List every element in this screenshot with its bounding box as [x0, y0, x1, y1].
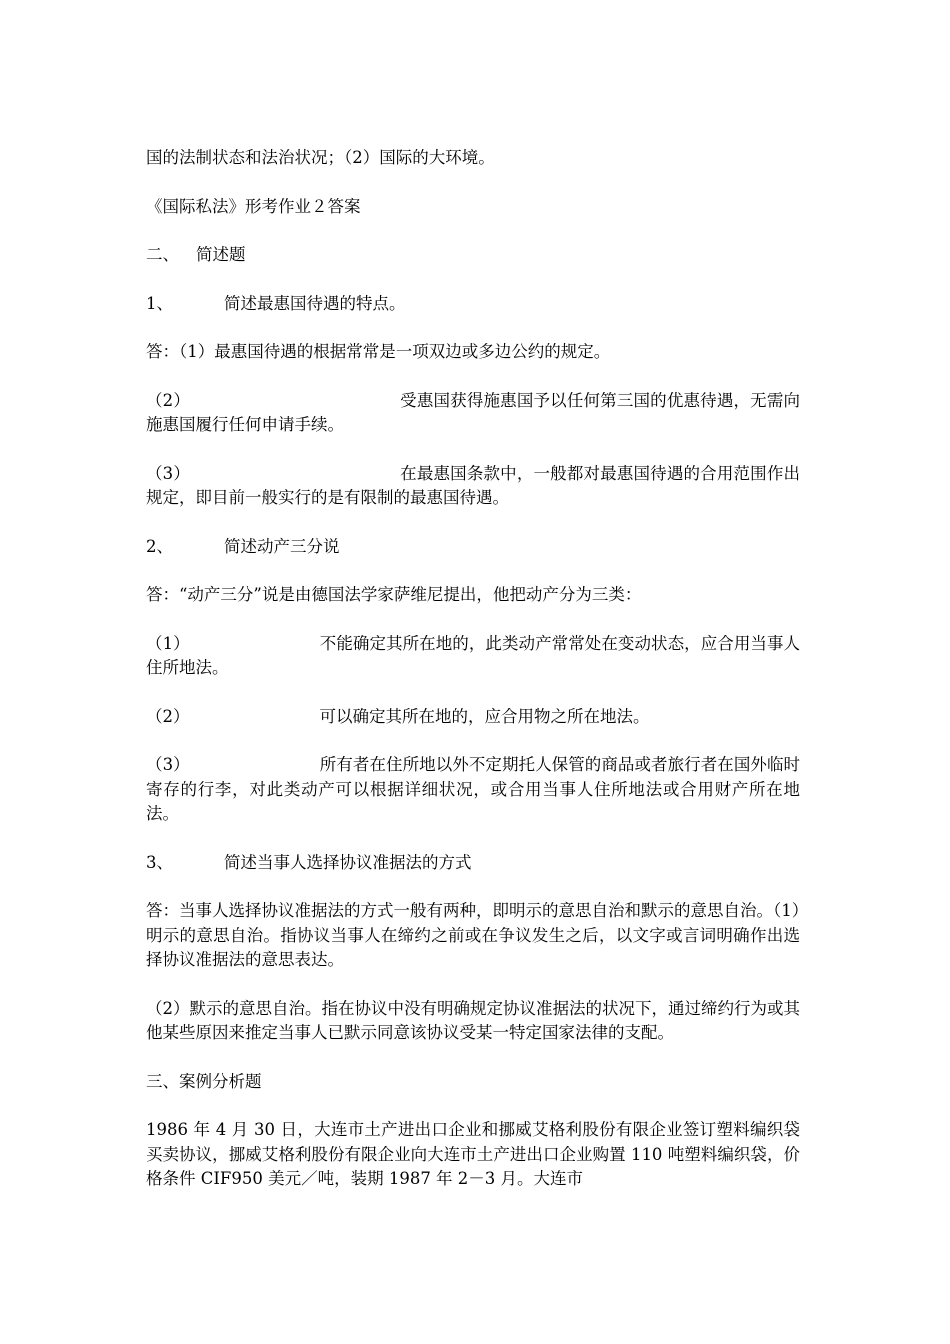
answer-2-point-2 — [146, 705, 800, 730]
point-text: 受惠国获得施惠国予以任何第三国的优惠待遇，无需向施惠国履行任何申请手续。 — [146, 390, 801, 434]
point-text: 所有者在住所地以外不定期托人保管的商品或者旅行者在国外临时寄存的行李，对此类动产可以根据详细状况，或合用当事人住所地法或合用财产所在地法。 — [146, 755, 800, 823]
question-title: 简述当事人选择协议准据法的方式 — [224, 852, 472, 872]
point-text: 可以确定其所在地的，应合用物之所在地法。 — [319, 706, 650, 726]
question-title: 简述最惠国待遇的特点。 — [224, 293, 406, 313]
document-title: 《国际私法》形考作业２答案 — [146, 196, 361, 216]
answer-1-point-3 — [146, 462, 800, 511]
point-number: （3） — [146, 463, 190, 483]
question-title: 简述动产三分说 — [224, 536, 340, 556]
answer-3-paragraph-2: （2）默示的意思自治。指在协议中没有明确规定协议准据法的状况下，通过缔约行为或其他某些原因来推定当事人已默示同意该协议受某一特定国家法律的支配。 — [146, 998, 800, 1042]
case-paragraph: 1986 年 4 月 30 日，大连市土产进出口企业和挪威艾格利股份有限企业签订塑料编织袋买卖协议，挪威艾格利股份有限企业向大连市土产进出口企业购置 110 吨塑料编织袋，价格条件 CIF950 美元／吨，装期 1987 年 2－3 月。大连市 — [146, 1120, 800, 1188]
point-number: （2） — [146, 390, 190, 410]
question-3-heading — [146, 851, 800, 876]
answer-2-point-1 — [146, 632, 800, 681]
document-page — [146, 146, 800, 1216]
point-number: （1） — [146, 633, 190, 653]
question-number: 3、 — [146, 852, 173, 872]
section-title: 简述题 — [196, 245, 246, 264]
question-number: 2、 — [146, 536, 173, 556]
answer-3-paragraph-1: 答：当事人选择协议准据法的方式一般有两种，即明示的意思自治和默示的意思自治。（1）明示的意思自治。指协议当事人在缔约之前或在争议发生之后，以文字或言词明确作出选择协议准据法的意思表达。 — [146, 901, 800, 969]
point-number: （3） — [146, 755, 190, 774]
point-number: （2） — [146, 706, 190, 726]
point-text: 在最惠国条款中，一般都对最惠国待遇的合用范围作出规定，即目前一般实行的是有限制的最惠国待遇。 — [146, 463, 801, 507]
section-number: 二、 — [146, 245, 179, 264]
point-text: 不能确定其所在地的，此类动产常常处在变动状态，应合用当事人住所地法。 — [146, 633, 800, 677]
answer-2-intro: 答：“动产三分”说是由德国法学家萨维尼提出，他把动产分为三类： — [146, 585, 642, 604]
answer-1-point-2 — [146, 389, 800, 438]
section-heading-short-answer — [146, 243, 800, 268]
question-1-heading — [146, 292, 800, 317]
answer-2-point-3 — [146, 753, 800, 827]
question-number: 1、 — [146, 293, 173, 313]
question-2-heading — [146, 535, 800, 560]
answer-1-point-1: 答：（1）最惠国待遇的根据常常是一项双边或多边公约的规定。 — [146, 342, 611, 361]
paragraph-continuation: 国的法制状态和法治状况；（2）国际的大环境。 — [146, 148, 495, 167]
section-heading-case-analysis: 三、案例分析题 — [146, 1071, 262, 1091]
